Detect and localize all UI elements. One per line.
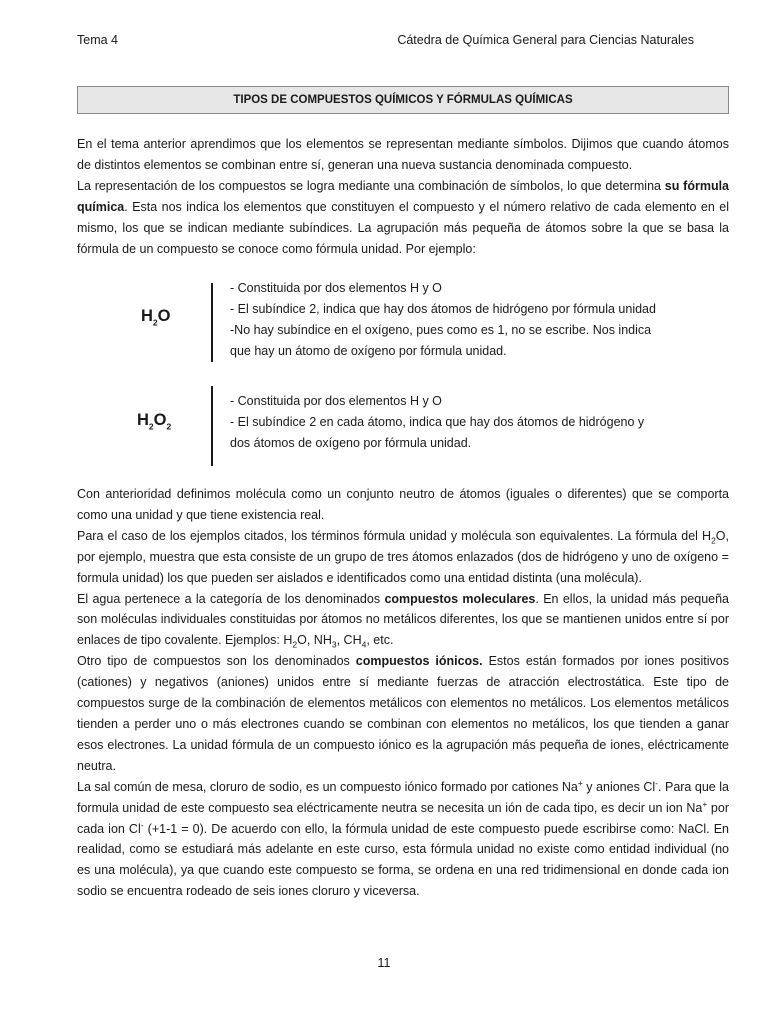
paragraph-molecula: Con anterioridad definimos molécula como un conjunto neutro de átomos (iguales o diferentes) que se comporta como una unidad y que tiene existencia real. <box>77 487 729 522</box>
intro-paragraph <box>77 134 729 259</box>
term-compuestos-moleculares: compuestos moleculares <box>384 591 536 606</box>
example2-line: - El subíndice 2 en cada átomo, indica que hay dos átomos de hidrógeno y <box>230 415 645 429</box>
example1-line: -No hay subíndice en el oxígeno, pues como es 1, no se escribe. Nos indica <box>230 323 652 337</box>
intro-p1: En el tema anterior aprendimos que los elementos se representan mediante símbolos. Dijimos que cuando átomos de distintos elementos se combinan entre sí, generan una nueva sustancia denominada compuesto. <box>77 137 729 172</box>
example1-line: que hay un átomo de oxígeno por fórmula unidad. <box>230 344 507 358</box>
section-title: TIPOS DE COMPUESTOS QUÍMICOS Y FÓRMULAS QUÍMICAS <box>233 94 573 106</box>
section-title-box <box>77 86 729 114</box>
example2-description <box>230 391 644 454</box>
header-left: Tema 4 <box>77 33 118 47</box>
term-compuestos-ionicos: compuestos iónicos. <box>355 654 483 669</box>
intro-p2: La representación de los compuestos se logra mediante una combinación de símbolos, lo que determina su fórmula química. Esta nos indica los elementos que constituyen el compuesto y el número relativo de cada elemento en el mismo, los que se indican mediante subíndices. La agrupación más pequeña de átomos sobre la que se basa la fórmula de un compuesto se conoce como fórmula unidad. Por ejemplo: <box>77 178 729 256</box>
example1-line: - El subíndice 2, indica que hay dos átomos de hidrógeno por fórmula unidad <box>230 302 656 316</box>
paragraph-ejemplos: Para el caso de los ejemplos citados, los términos fórmula unidad y molécula son equivalentes. La fórmula del $H_2O$, por ejemplo, muestra que esta consiste de un grupo de tres átomos enlazados (dos de hidrógeno y uno de oxígeno = formula unidad) los que pueden ser aislados e identificados como una entidad distinta (una molécula). <box>77 528 729 585</box>
example2-divider <box>211 386 213 466</box>
example1-divider <box>211 283 213 362</box>
header-right: Cátedra de Química General para Ciencias Naturales <box>397 33 694 47</box>
body-text <box>77 484 729 902</box>
example2-line: dos átomos de oxígeno por fórmula unidad. <box>230 436 472 450</box>
formula-h2o: $H_2O$ <box>141 307 171 328</box>
example1-description <box>230 278 656 362</box>
example2-line: - Constituida por dos elementos H y O <box>230 394 442 408</box>
paragraph-compuestos-ionicos: Otro tipo de compuestos son los denominados compuestos iónicos. Estos están formados por iones positivos (cationes) y negativos (aniones) unidos entre sí mediante fuerzas de atracción electrostática. Este tipo de compuestos surge de la combinación de elementos metálicos con elementos no metálicos. Los elementos metálicos tienden a perder uno o más electrones cuando se combinan con elementos no metálicos, los que tienden a ganar esos electrones. La unidad fórmula de un compuesto iónico es la agrupación más pequeña de iones, eléctricamente neutra. <box>77 654 729 773</box>
formula-term: su fórmula química <box>77 178 729 214</box>
paragraph-sal: La sal común de mesa, cloruro de sodio, es un compuesto iónico formado por cationes Na+ y aniones Cl-. Para que la formula unidad de este compuesto sea eléctricamente neutra se necesita un ión de cada tipo, es decir un ion Na+ por cada ion Cl- (+1-1 = 0). De acuerdo con ello, la fórmula unidad de este compuesto puede escribirse como: NaCl. En realidad, como se estudiará más adelante en este curso, esta fórmula unidad no existe como entidad individual (no es una molécula), ya que cuando este compuesto se forma, se ordena en una red tridimensional en donde cada ion sodio se encuentra rodeado de seis iones cloruro y viceversa. <box>77 777 729 899</box>
example1-line: - Constituida por dos elementos H y O <box>230 281 442 295</box>
page-number: 11 <box>377 956 391 970</box>
paragraph-compuestos-moleculares: El agua pertenece a la categoría de los denominados compuestos moleculares. En ellos, la unidad más pequeña son moléculas individuales constituidas por átomos no metálicos diferentes, los que se mantienen unidos entre sí por enlaces de tipo covalente. Ejemplos: $H_2O$, $NH_3$, $CH_4$, etc. <box>77 591 729 650</box>
formula-h2o2: $H_2O_2$ <box>137 411 172 432</box>
